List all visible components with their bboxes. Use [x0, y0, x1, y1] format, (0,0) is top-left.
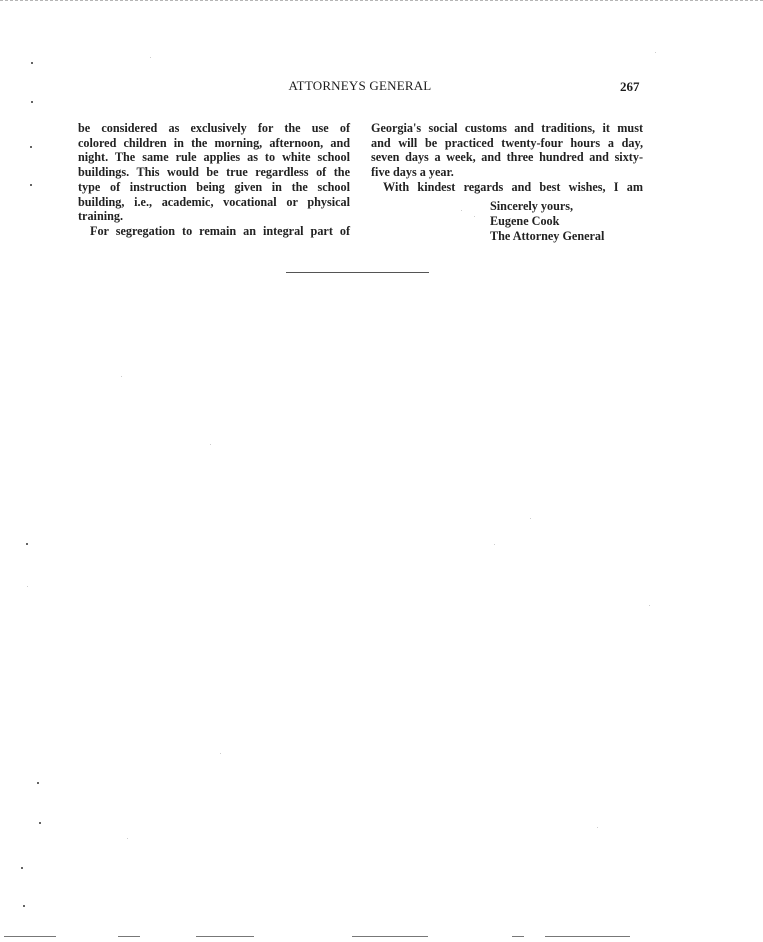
right-text-column — [371, 121, 643, 195]
scan-speck — [31, 62, 33, 64]
letter-closing — [490, 199, 604, 243]
scan-edge-mark — [196, 936, 254, 937]
left-column-line: night. The same rule applies as to white school — [78, 150, 350, 165]
scan-speck — [597, 827, 598, 828]
right-column-line: seven days a week, and three hundred and sixty- — [371, 150, 643, 165]
left-column-line: training. — [78, 209, 124, 224]
scan-speck — [30, 184, 32, 186]
scan-speck — [127, 838, 128, 839]
left-column-line: type of instruction being given in the school — [78, 179, 350, 194]
right-column-line: five days a year. — [371, 165, 454, 180]
scan-speck — [121, 376, 122, 377]
running-header-title: ATTORNEYS GENERAL — [288, 78, 432, 93]
scan-edge-mark — [512, 936, 524, 937]
scan-speck — [37, 782, 39, 784]
scan-speck — [220, 753, 221, 754]
scan-speck — [26, 543, 28, 545]
scan-speck — [474, 216, 475, 217]
scan-speck — [30, 146, 32, 148]
scan-speck — [649, 605, 650, 606]
scan-speck — [530, 518, 531, 519]
scan-speck — [461, 210, 462, 211]
scan-speck — [23, 905, 25, 907]
page-number: 267 — [620, 79, 640, 94]
scan-edge-mark — [118, 936, 140, 937]
left-column-line: building, i.e., academic, vocational or physical — [78, 194, 350, 209]
left-column-line: colored children in the morning, afternoon, and — [78, 135, 350, 150]
scan-speck — [150, 57, 151, 58]
scan-speck — [210, 444, 211, 445]
left-column-line: buildings. This would be true regardless of the — [78, 165, 350, 180]
scan-speck — [494, 544, 495, 545]
left-column-line: be considered as exclusively for the use of — [78, 121, 350, 135]
scan-speck — [27, 586, 28, 587]
scan-speck — [39, 822, 41, 824]
section-end-rule — [286, 272, 429, 273]
scan-speck — [655, 52, 656, 53]
scan-speck — [31, 101, 33, 103]
right-column-line: Georgia's social customs and traditions, it must — [371, 121, 643, 135]
top-edge-dashed-border — [0, 0, 763, 1]
scan-edge-mark — [545, 936, 630, 937]
scan-speck — [21, 867, 23, 869]
left-text-column — [78, 121, 350, 239]
signatory-title: The Attorney General — [490, 228, 605, 243]
signatory-name: Eugene Cook — [490, 213, 560, 228]
right-column-line: and will be practiced twenty-four hours a day, — [371, 135, 643, 150]
left-column-line: For segregation to remain an integral part of — [90, 223, 350, 238]
scan-edge-mark — [352, 936, 428, 937]
right-column-line: With kindest regards and best wishes, I am — [383, 179, 643, 194]
closing-salutation: Sincerely yours, — [490, 199, 574, 213]
scan-edge-mark — [4, 936, 56, 937]
